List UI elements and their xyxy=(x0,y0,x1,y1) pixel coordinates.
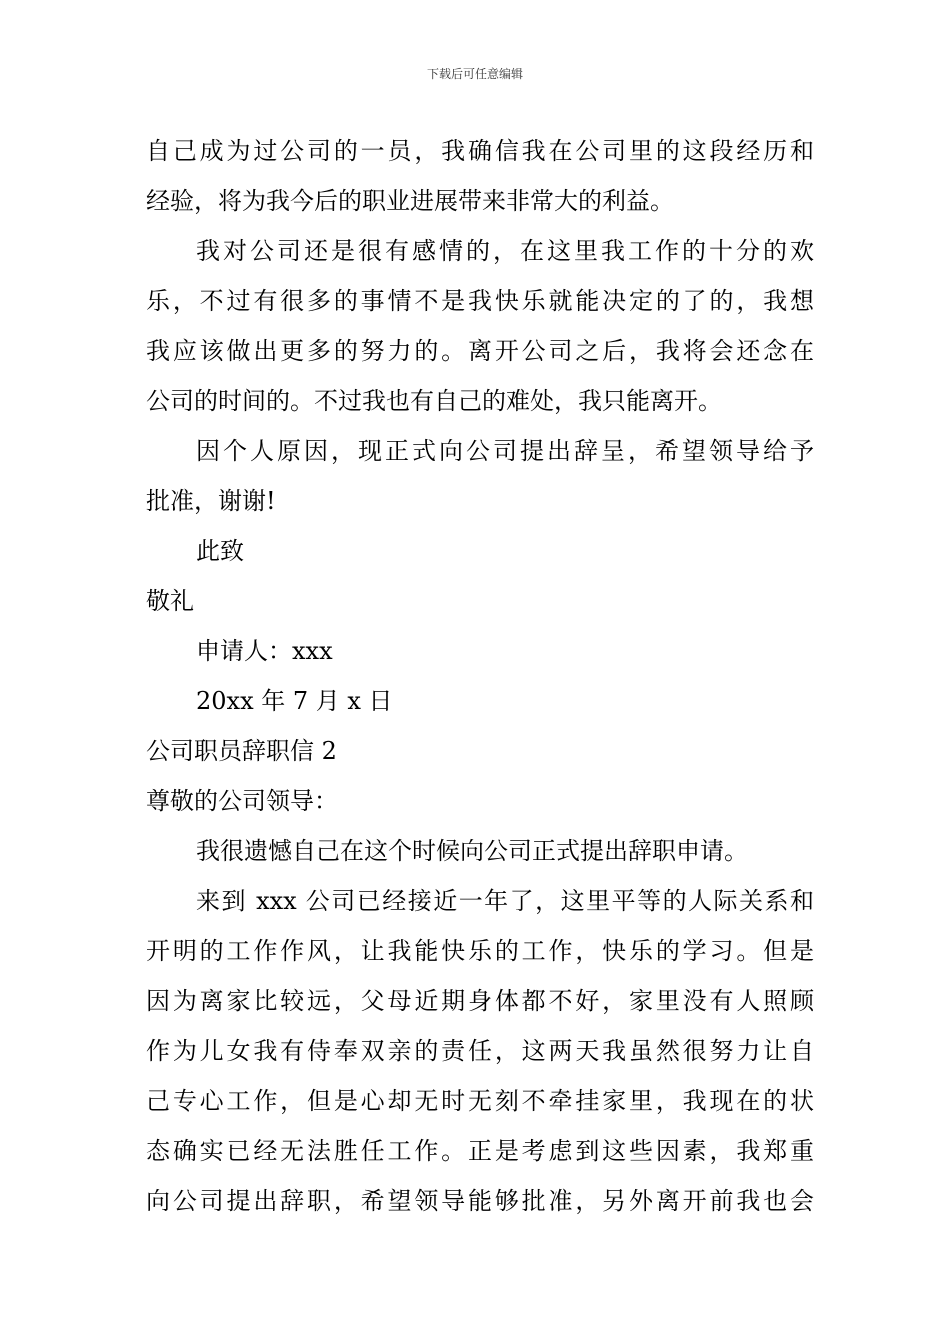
text-line: 敬礼 xyxy=(146,587,194,615)
text-line: 经验，将为我今后的职业进展带来非常大的利益。 xyxy=(146,187,674,215)
text-line: 批准，谢谢! xyxy=(146,487,276,515)
text-line: 此致 xyxy=(196,537,244,565)
text-line: 因个人原因，现正式向公司提出辞呈，希望领导给予 xyxy=(196,437,814,465)
text-line: 乐，不过有很多的事情不是我快乐就能决定的了的，我想 xyxy=(146,287,814,315)
document-body xyxy=(146,126,814,1226)
text-line: 尊敬的公司领导： xyxy=(146,787,338,815)
page-header: 下载后可任意编辑 xyxy=(426,67,523,81)
text-line: 态确实已经无法胜任工作。正是考虑到这些因素，我郑重 xyxy=(146,1137,814,1165)
text-line: 申请人：xxx xyxy=(196,637,333,665)
text-line: 20xx 年 7 月 x 日 xyxy=(196,687,393,715)
text-line: 来到 xxx 公司已经接近一年了，这里平等的人际关系和 xyxy=(196,887,814,915)
text-line: 开明的工作作风，让我能快乐的工作，快乐的学习。但是 xyxy=(146,937,814,965)
text-line: 我很遗憾自己在这个时候向公司正式提出辞职申请。 xyxy=(196,837,748,865)
text-line: 公司职员辞职信 2 xyxy=(146,737,337,765)
text-line: 作为儿女我有侍奉双亲的责任，这两天我虽然很努力让自 xyxy=(146,1037,814,1065)
text-line: 我对公司还是很有感情的，在这里我工作的十分的欢 xyxy=(196,237,814,265)
text-line: 公司的时间的。不过我也有自己的难处，我只能离开。 xyxy=(146,387,722,415)
text-line: 己专心工作，但是心却无时无刻不牵挂家里，我现在的状 xyxy=(146,1087,814,1115)
text-line: 自己成为过公司的一员，我确信我在公司里的这段经历和 xyxy=(146,137,814,165)
text-line: 我应该做出更多的努力的。离开公司之后，我将会还念在 xyxy=(146,337,814,365)
text-line: 因为离家比较远，父母近期身体都不好，家里没有人照顾 xyxy=(146,987,814,1015)
text-line: 向公司提出辞职，希望领导能够批准，另外离开前我也会 xyxy=(146,1187,814,1215)
